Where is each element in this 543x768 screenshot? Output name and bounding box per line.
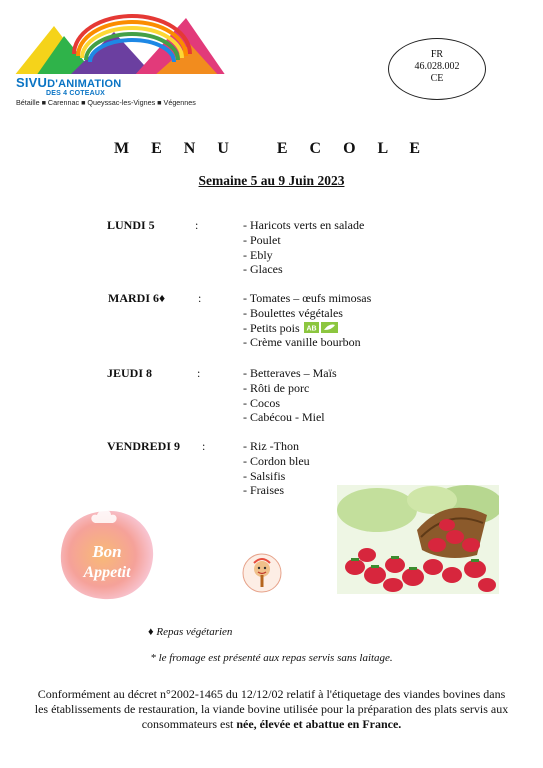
cheese-note: * le fromage est présenté aux repas servis sans laitage. [150, 652, 393, 664]
day-label-thursday: JEUDI 8 [107, 366, 153, 380]
strawberries-photo [337, 485, 499, 594]
menu-item: - Tomates – œufs mimosas [243, 291, 372, 305]
colon: : [202, 439, 206, 453]
colon: : [197, 366, 201, 380]
menu-item: - Cocos [243, 395, 280, 410]
menu-item: - Boulettes végétales [243, 305, 343, 320]
menu-item: - Cabécou - Miel [243, 410, 325, 425]
menu-item: - Cordon bleu [243, 453, 310, 468]
menu-item: - Rôti de porc [243, 380, 310, 395]
page-title: M E N U E C O L E [113, 140, 429, 157]
stamp-line-1: FR [430, 49, 444, 60]
logo-name-sub: DES 4 COTEAUX [46, 90, 105, 97]
menu-item: - Ebly [243, 247, 273, 262]
day-label-monday: LUNDI 5 [107, 218, 155, 232]
vegetarian-note: ♦ Repas végétarien [148, 626, 233, 638]
svg-text:AB: AB [306, 325, 317, 333]
bon-appetit-graphic [55, 505, 160, 605]
menu-item: - Salsifis [243, 468, 286, 483]
menu-item: - Betteraves – Maïs [243, 366, 337, 380]
chef-spoon-icon [242, 553, 282, 593]
menu-item: - Crème vanille bourbon [243, 335, 361, 350]
logo-name-main: SIVU [16, 75, 48, 90]
organic-label-icon [304, 322, 338, 333]
stamp-line-2: 46.028.002 [414, 61, 460, 72]
day-items-tuesday [243, 291, 371, 350]
logo-communes: Bétaille ■ Carennac ■ Queyssac-les-Vignes ■ Végennes [16, 98, 196, 107]
menu-item: - Fraises [243, 483, 284, 498]
bon-text: Bon [92, 542, 122, 561]
menu-item-with-bio [243, 321, 371, 336]
colon: : [198, 291, 202, 305]
day-label-friday: VENDREDI 9 [107, 439, 181, 453]
appetit-text: Appetit [83, 564, 131, 581]
menu-item: - Haricots verts en salade [243, 218, 365, 232]
beef-origin-notice [30, 687, 513, 732]
day-label-tuesday: MARDI 6♦ [108, 291, 166, 305]
logo-name-rest: D'ANIMATION [47, 78, 122, 90]
day-items-monday [243, 218, 364, 277]
day-items-thursday [243, 366, 337, 425]
sivu-logo [14, 14, 226, 114]
mountains-rainbow-icon [14, 14, 226, 84]
sanitary-approval-stamp [388, 38, 486, 100]
menu-item: - Riz -Thon [243, 439, 299, 453]
colon: : [195, 218, 199, 232]
menu-item: - Glaces [243, 262, 283, 277]
stamp-line-3: CE [430, 73, 444, 84]
bon-appetit-blob-icon [55, 505, 160, 605]
notice-bold: née, élevée et abattue en France. [236, 717, 402, 731]
menu-item: - Petits pois [243, 320, 300, 335]
week-heading: Semaine 5 au 9 Juin 2023 [198, 173, 345, 188]
logo-text [16, 75, 122, 99]
notice-text: Conformément au décret n°2002-1465 du 12/12/02 relatif à l'étiquetage des viandes bovines dans les établissements de restauration, la viande bovine utilisée pour la préparation des plats servis aux consommateurs est [34, 687, 509, 731]
day-items-friday [243, 439, 310, 498]
menu-item: - Poulet [243, 232, 281, 247]
